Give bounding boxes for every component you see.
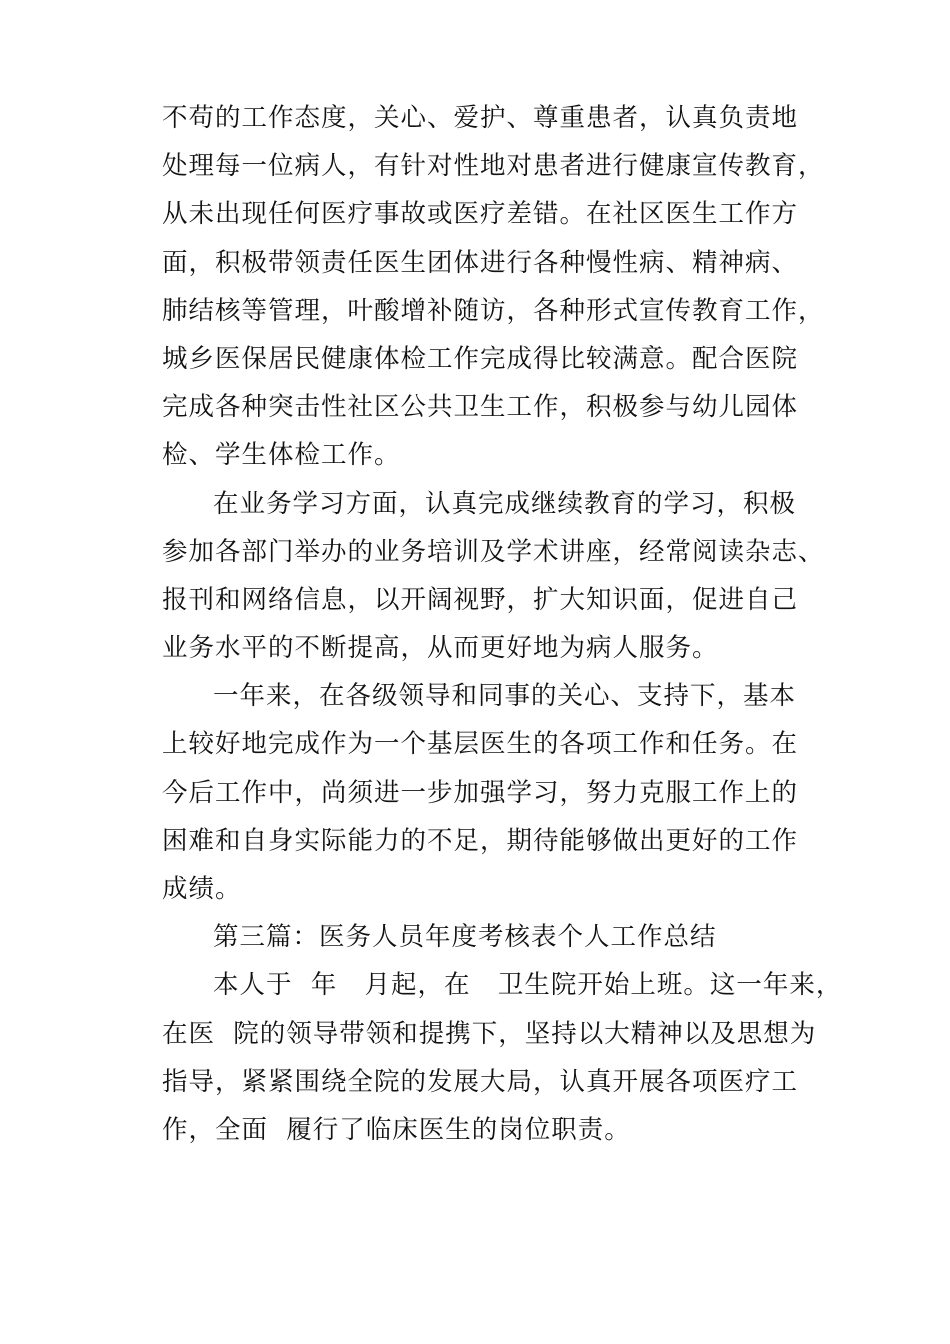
- text-line: 指导，紧紧围绕全院的发展大局，认真开展各项医疗工: [162, 1066, 799, 1097]
- section-heading: 第三篇：医务人员年度考核表个人工作总结: [213, 922, 717, 953]
- text-line: 不苟的工作态度，关心、爱护、尊重患者，认真负责地: [162, 103, 799, 133]
- text-line: 成绩。: [162, 874, 242, 904]
- text-line: 完成各种突击性社区公共卫生工作，积极参与幼儿园体: [162, 392, 799, 423]
- text-line: 城乡医保居民健康体检工作完成得比较满意。配合医院: [162, 343, 799, 374]
- text-line: 参加各部门举办的业务培训及学术讲座，经常阅读杂志、: [162, 536, 825, 567]
- text-line: 肺结核等管理，叶酸增补随访，各种形式宣传教育工作，: [162, 295, 825, 326]
- text-line: 今后工作中，尚须进一步加强学习，努力克服工作上的: [162, 777, 799, 808]
- text-line: 作，全面 履行了临床医生的岗位职责。: [162, 1114, 631, 1145]
- paragraph-first-line: 本人于 年 月起，在 卫生院开始上班。这一年来，: [213, 970, 843, 1001]
- text-line: 面，积极带领责任医生团体进行各种慢性病、精神病、: [162, 247, 799, 278]
- paragraph-first-line: 一年来，在各级领导和同事的关心、支持下，基本: [213, 681, 797, 712]
- paragraph-first-line: 在业务学习方面，认真完成继续教育的学习，积极: [213, 488, 797, 519]
- text-line: 处理每一位病人，有针对性地对患者进行健康宣传教育，: [162, 151, 825, 182]
- text-line: 从未出现任何医疗事故或医疗差错。在社区医生工作方: [162, 199, 799, 230]
- text-line: 在医 院的领导带领和提携下，坚持以大精神以及思想为: [162, 1018, 817, 1049]
- text-line: 报刊和网络信息，以开阔视野，扩大知识面，促进自己: [162, 584, 799, 615]
- text-line: 上较好地完成作为一个基层医生的各项工作和任务。在: [162, 729, 799, 760]
- text-line: 困难和自身实际能力的不足，期待能够做出更好的工作: [162, 825, 799, 856]
- document-body: [162, 94, 843, 1154]
- text-line: 检、学生体检工作。: [162, 440, 401, 471]
- text-line: 业务水平的不断提高，从而更好地为病人服务。: [162, 633, 719, 664]
